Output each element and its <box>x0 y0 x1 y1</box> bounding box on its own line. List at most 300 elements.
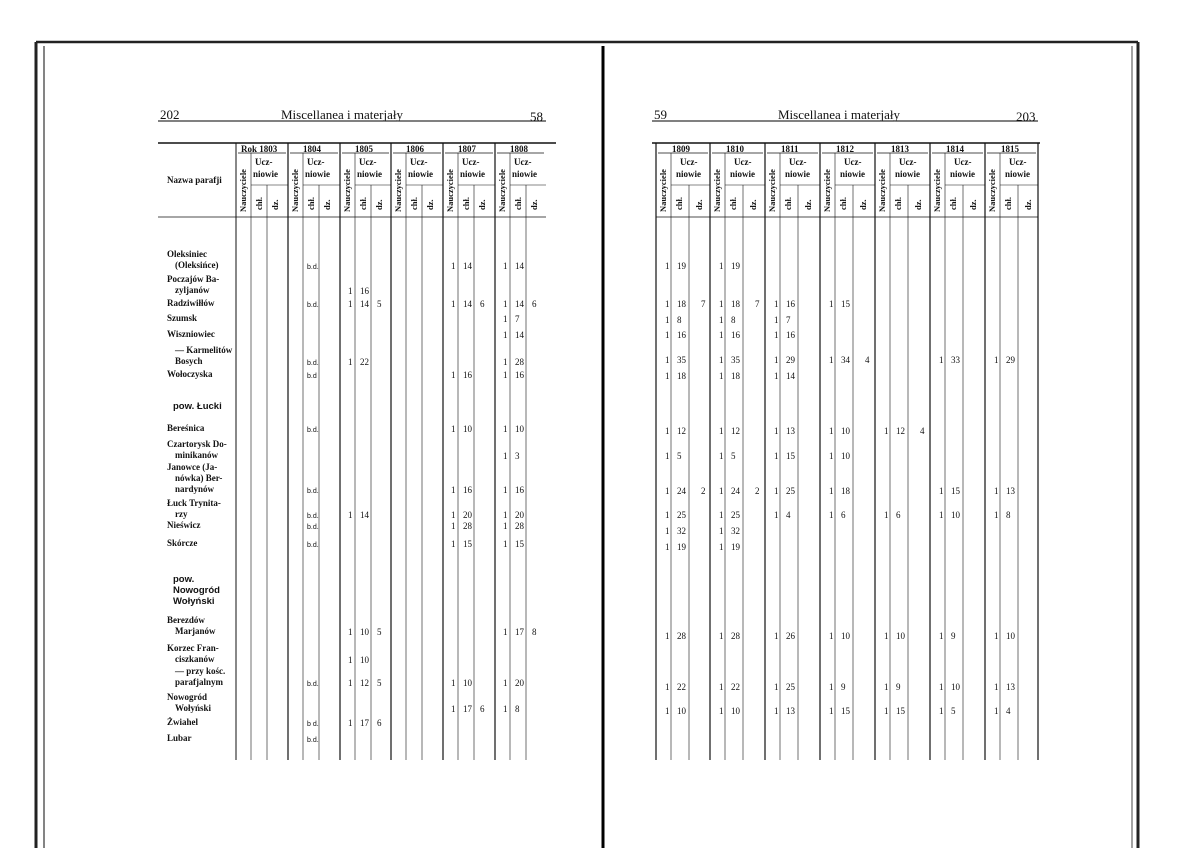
row-name: Żwiahel <box>167 717 199 727</box>
chl-header: chł. <box>893 197 903 210</box>
uczniowie-header: Ucz- <box>462 157 480 167</box>
nauczyciele-header: Nauczyciele <box>658 169 668 212</box>
cell-value: 1 <box>994 510 999 520</box>
cell-value: 8 <box>532 627 537 637</box>
chl-header: chł. <box>409 197 419 210</box>
cell-value: 28 <box>731 631 740 641</box>
cell-value: 28 <box>515 357 524 367</box>
cell-value: 12 <box>360 678 369 688</box>
cell-value: 1 <box>503 539 508 549</box>
year-header: 1813 <box>891 144 909 154</box>
cell-value: 4 <box>865 355 870 365</box>
uczniowie-header: niowie <box>460 169 486 179</box>
cell-value: 1 <box>774 426 779 436</box>
year-header: 1815 <box>1001 144 1019 154</box>
cell-value: 1 <box>451 299 456 309</box>
cell-value: 1 <box>503 314 508 324</box>
cell-value: 15 <box>515 539 524 549</box>
uczniowie-header: Ucz- <box>1009 157 1027 167</box>
cell-value: 4 <box>786 510 791 520</box>
cell-value: 34 <box>841 355 850 365</box>
cell-value: 19 <box>731 261 740 271</box>
row-name: Radziwiłłów <box>167 298 215 308</box>
cell-value: 29 <box>786 355 795 365</box>
uczniowie-header: niowie <box>305 169 331 179</box>
cell-value: 10 <box>1006 631 1015 641</box>
cell-value: 10 <box>360 655 369 665</box>
cell-value: 1 <box>719 682 724 692</box>
no-data-mark: b.d. <box>307 488 319 495</box>
cell-value: 16 <box>677 330 686 340</box>
uczniowie-header: Ucz- <box>789 157 807 167</box>
row-name: Nieświcz <box>167 520 201 530</box>
cell-value: 10 <box>896 631 905 641</box>
page-number-right: 203 <box>1016 109 1036 124</box>
row-name: (Oleksińce) <box>175 260 219 270</box>
page-number-left: 202 <box>160 107 180 122</box>
uczniowie-header: niowie <box>408 169 434 179</box>
year-header: 1814 <box>946 144 964 154</box>
no-data-mark: b.d. <box>307 302 319 309</box>
no-data-mark: b d. <box>307 721 319 728</box>
cell-value: 1 <box>829 451 834 461</box>
cell-value: 16 <box>515 485 524 495</box>
cell-value: 1 <box>348 718 353 728</box>
cell-value: 9 <box>841 682 846 692</box>
cell-value: 4 <box>920 426 925 436</box>
cell-value: 6 <box>532 299 537 309</box>
cell-value: 10 <box>951 682 960 692</box>
cell-value: 1 <box>884 682 889 692</box>
cell-value: 8 <box>677 315 682 325</box>
dz-header: dz. <box>694 199 704 210</box>
row-name: Szumsk <box>167 313 198 323</box>
cell-value: 1 <box>829 486 834 496</box>
row-name: Skórcze <box>167 538 198 548</box>
cell-value: 18 <box>841 486 850 496</box>
cell-value: 1 <box>665 486 670 496</box>
cell-value: 6 <box>480 299 485 309</box>
cell-value: 19 <box>677 261 686 271</box>
nauczyciele-header: Nauczyciele <box>238 169 248 212</box>
cell-value: 1 <box>348 510 353 520</box>
cell-value: 1 <box>451 539 456 549</box>
cell-value: 1 <box>503 370 508 380</box>
cell-value: 2 <box>755 486 760 496</box>
cell-value: 10 <box>841 451 850 461</box>
cell-value: 1 <box>994 682 999 692</box>
cell-value: 15 <box>786 451 795 461</box>
chl-header: chł. <box>674 197 684 210</box>
nauczyciele-header: Nauczyciele <box>497 169 507 212</box>
row-name: Berezdów <box>167 615 205 625</box>
running-title-right: Miscellanea i materjały <box>778 107 901 122</box>
cell-value: 1 <box>665 526 670 536</box>
cell-value: 3 <box>515 451 520 461</box>
cell-value: 1 <box>503 510 508 520</box>
cell-value: 17 <box>463 704 472 714</box>
cell-value: 1 <box>503 357 508 367</box>
uczniowie-header: niowie <box>895 169 921 179</box>
uczniowie-header: Ucz- <box>255 157 273 167</box>
cell-value: 14 <box>463 261 472 271</box>
nauczyciele-header: Nauczyciele <box>987 169 997 212</box>
cell-value: 18 <box>677 371 686 381</box>
cell-value: 22 <box>360 357 369 367</box>
nauczyciele-header: Nauczyciele <box>342 169 352 212</box>
uczniowie-header: Ucz- <box>307 157 325 167</box>
uczniowie-header: Ucz- <box>899 157 917 167</box>
cell-value: 7 <box>786 315 791 325</box>
chl-header: chł. <box>728 197 738 210</box>
cell-value: 14 <box>463 299 472 309</box>
cell-value: 16 <box>360 286 369 296</box>
cell-value: 1 <box>719 355 724 365</box>
uczniowie-header: niowie <box>676 169 702 179</box>
cell-value: 1 <box>665 510 670 520</box>
cell-value: 22 <box>731 682 740 692</box>
folio-right: 59 <box>654 107 667 122</box>
uczniowie-header: Ucz- <box>954 157 972 167</box>
row-name: Bereśnica <box>167 423 205 433</box>
cell-value: 1 <box>503 261 508 271</box>
cell-value: 29 <box>1006 355 1015 365</box>
cell-value: 1 <box>774 330 779 340</box>
cell-value: 1 <box>774 315 779 325</box>
dz-header: dz. <box>477 199 487 210</box>
cell-value: 1 <box>503 299 508 309</box>
cell-value: 6 <box>896 510 901 520</box>
cell-value: 14 <box>360 510 369 520</box>
cell-value: 1 <box>829 355 834 365</box>
cell-value: 1 <box>884 631 889 641</box>
cell-value: 9 <box>896 682 901 692</box>
dz-header: dz. <box>1023 199 1033 210</box>
cell-value: 19 <box>731 542 740 552</box>
row-name: Lubar <box>167 733 192 743</box>
chl-header: chł. <box>838 197 848 210</box>
cell-value: 16 <box>463 485 472 495</box>
cell-value: 10 <box>463 424 472 434</box>
cell-value: 7 <box>701 299 706 309</box>
cell-value: 12 <box>677 426 686 436</box>
cell-value: 13 <box>1006 486 1015 496</box>
year-header: 1810 <box>726 144 744 154</box>
cell-value: 1 <box>719 371 724 381</box>
cell-value: 1 <box>829 631 834 641</box>
chl-header: chł. <box>306 197 316 210</box>
nauczyciele-header: Nauczyciele <box>767 169 777 212</box>
cell-value: 14 <box>515 261 524 271</box>
row-name: Oleksiniec <box>167 249 207 259</box>
row-name: nardynów <box>175 484 215 494</box>
cell-value: 1 <box>348 655 353 665</box>
cell-value: 20 <box>515 510 524 520</box>
chl-header: chł. <box>948 197 958 210</box>
row-name: zyljanów <box>175 285 210 295</box>
row-name: nówka) Ber- <box>175 473 223 483</box>
no-data-mark: b.d. <box>307 737 319 744</box>
section-header: pow. Łucki <box>173 401 222 412</box>
cell-value: 6 <box>841 510 846 520</box>
cell-value: 1 <box>774 451 779 461</box>
cell-value: 26 <box>786 631 795 641</box>
cell-value: 25 <box>731 510 740 520</box>
cell-value: 8 <box>515 704 520 714</box>
cell-value: 1 <box>939 486 944 496</box>
dz-header: dz. <box>322 199 332 210</box>
year-header: 1808 <box>510 144 528 154</box>
nauczyciele-header: Nauczyciele <box>712 169 722 212</box>
year-header: 1805 <box>355 144 373 154</box>
cell-value: 16 <box>515 370 524 380</box>
cell-value: 1 <box>829 706 834 716</box>
cell-value: 1 <box>719 315 724 325</box>
cell-value: 25 <box>786 486 795 496</box>
cell-value: 1 <box>503 485 508 495</box>
cell-value: 8 <box>731 315 736 325</box>
cell-value: 1 <box>503 704 508 714</box>
cell-value: 1 <box>939 682 944 692</box>
uczniowie-header: niowie <box>1005 169 1031 179</box>
dz-header: dz. <box>374 199 384 210</box>
cell-value: 1 <box>719 299 724 309</box>
cell-value: 32 <box>677 526 686 536</box>
cell-value: 1 <box>665 355 670 365</box>
cell-value: 1 <box>719 486 724 496</box>
cell-value: 1 <box>719 426 724 436</box>
cell-value: 1 <box>939 355 944 365</box>
cell-value: 1 <box>719 261 724 271</box>
cell-value: 6 <box>377 718 382 728</box>
cell-value: 28 <box>677 631 686 641</box>
no-data-mark: b.d. <box>307 264 319 271</box>
row-name: Janowce (Ja- <box>167 462 218 472</box>
cell-value: 1 <box>451 424 456 434</box>
cell-value: 13 <box>1006 682 1015 692</box>
year-header: 1811 <box>781 144 799 154</box>
dz-header: dz. <box>803 199 813 210</box>
cell-value: 14 <box>786 371 795 381</box>
row-name: ciszkanów <box>175 654 215 664</box>
chl-header: chł. <box>783 197 793 210</box>
cell-value: 32 <box>731 526 740 536</box>
cell-value: 35 <box>677 355 686 365</box>
cell-value: 24 <box>731 486 740 496</box>
cell-value: 1 <box>719 510 724 520</box>
row-name: Bosych <box>175 356 203 366</box>
cell-value: 1 <box>665 330 670 340</box>
row-name: Wiszniowiec <box>167 329 215 339</box>
chl-header: chł. <box>1003 197 1013 210</box>
cell-value: 1 <box>719 330 724 340</box>
cell-value: 17 <box>360 718 369 728</box>
cell-value: 15 <box>463 539 472 549</box>
cell-value: 5 <box>677 451 682 461</box>
no-data-mark: b.d. <box>307 360 319 367</box>
no-data-mark: b.d. <box>307 524 319 531</box>
cell-value: 28 <box>515 521 524 531</box>
running-title-left: Miscellanea i materjały <box>281 107 404 122</box>
uczniowie-header: Ucz- <box>359 157 377 167</box>
cell-value: 25 <box>786 682 795 692</box>
cell-value: 1 <box>665 706 670 716</box>
cell-value: 16 <box>786 299 795 309</box>
cell-value: 10 <box>677 706 686 716</box>
cell-value: 1 <box>719 631 724 641</box>
cell-value: 1 <box>503 451 508 461</box>
cell-value: 1 <box>829 510 834 520</box>
dz-header: dz. <box>968 199 978 210</box>
cell-value: 1 <box>829 299 834 309</box>
cell-value: 1 <box>939 631 944 641</box>
cell-value: 1 <box>503 330 508 340</box>
row-name: Nowogród <box>167 692 207 702</box>
row-name: rzy <box>175 509 188 519</box>
cell-value: 1 <box>774 486 779 496</box>
dz-header: dz. <box>858 199 868 210</box>
cell-value: 5 <box>731 451 736 461</box>
year-header: 1807 <box>458 144 476 154</box>
cell-value: 15 <box>951 486 960 496</box>
cell-value: 1 <box>884 426 889 436</box>
cell-value: 1 <box>665 315 670 325</box>
cell-value: 16 <box>786 330 795 340</box>
cell-value: 2 <box>701 486 706 496</box>
cell-value: 1 <box>451 261 456 271</box>
section-header: Wołyński <box>173 596 215 607</box>
nauczyciele-header: Nauczyciele <box>290 169 300 212</box>
nauczyciele-header: Nauczyciele <box>445 169 455 212</box>
row-name: Marjanów <box>175 626 216 636</box>
cell-value: 8 <box>1006 510 1011 520</box>
cell-value: 1 <box>348 286 353 296</box>
cell-value: 10 <box>841 631 850 641</box>
cell-value: 14 <box>360 299 369 309</box>
cell-value: 7 <box>515 314 520 324</box>
chl-header: chł. <box>358 197 368 210</box>
cell-value: 1 <box>503 678 508 688</box>
nauczyciele-header: Nauczyciele <box>932 169 942 212</box>
cell-value: 12 <box>731 426 740 436</box>
cell-value: 1 <box>665 261 670 271</box>
cell-value: 1 <box>829 682 834 692</box>
year-header: 1806 <box>406 144 424 154</box>
cell-value: 1 <box>994 706 999 716</box>
cell-value: 18 <box>677 299 686 309</box>
row-name: Czartorysk Do- <box>167 439 227 449</box>
uczniowie-header: niowie <box>357 169 383 179</box>
section-header: pow. <box>173 574 195 585</box>
cell-value: 1 <box>665 371 670 381</box>
cell-value: 16 <box>463 370 472 380</box>
column-header-name: Nazwa parafji <box>167 175 222 185</box>
cell-value: 1 <box>665 299 670 309</box>
cell-value: 1 <box>451 485 456 495</box>
no-data-mark: b.d <box>307 373 317 380</box>
cell-value: 1 <box>774 631 779 641</box>
cell-value: 5 <box>377 299 382 309</box>
cell-value: 19 <box>677 542 686 552</box>
cell-value: 1 <box>774 706 779 716</box>
dz-header: dz. <box>270 199 280 210</box>
cell-value: 17 <box>515 627 524 637</box>
cell-value: 10 <box>951 510 960 520</box>
cell-value: 10 <box>463 678 472 688</box>
cell-value: 1 <box>774 371 779 381</box>
row-name: — Karmelitów <box>175 345 233 355</box>
cell-value: 1 <box>994 631 999 641</box>
cell-value: 5 <box>377 678 382 688</box>
chl-header: chł. <box>461 197 471 210</box>
row-name: parafjalnym <box>175 677 223 687</box>
cell-value: 1 <box>451 678 456 688</box>
cell-value: 1 <box>665 682 670 692</box>
uczniowie-header: Ucz- <box>410 157 428 167</box>
cell-value: 1 <box>348 627 353 637</box>
cell-value: 10 <box>360 627 369 637</box>
cell-value: 1 <box>451 370 456 380</box>
cell-value: 20 <box>515 678 524 688</box>
cell-value: 1 <box>939 510 944 520</box>
uczniowie-header: niowie <box>785 169 811 179</box>
cell-value: 1 <box>665 451 670 461</box>
row-name: Poczajów Ba- <box>167 274 220 284</box>
row-name: Wołyński <box>175 703 212 713</box>
cell-value: 1 <box>348 299 353 309</box>
chl-header: chł. <box>513 197 523 210</box>
chl-header: chł. <box>254 197 264 210</box>
cell-value: 4 <box>1006 706 1011 716</box>
cell-value: 1 <box>774 682 779 692</box>
cell-value: 14 <box>515 330 524 340</box>
uczniowie-header: Ucz- <box>844 157 862 167</box>
cell-value: 14 <box>515 299 524 309</box>
year-header: Rok 1803 <box>241 144 278 154</box>
cell-value: 13 <box>786 426 795 436</box>
cell-value: 1 <box>665 631 670 641</box>
cell-value: 1 <box>665 426 670 436</box>
cell-value: 1 <box>829 426 834 436</box>
dz-header: dz. <box>425 199 435 210</box>
row-name: minikanów <box>175 450 219 460</box>
folio-left: 58 <box>530 109 543 124</box>
cell-value: 10 <box>515 424 524 434</box>
cell-value: 1 <box>665 542 670 552</box>
cell-value: 1 <box>451 704 456 714</box>
cell-value: 1 <box>774 355 779 365</box>
cell-value: 1 <box>884 706 889 716</box>
cell-value: 1 <box>774 299 779 309</box>
cell-value: 22 <box>677 682 686 692</box>
cell-value: 1 <box>884 510 889 520</box>
cell-value: 1 <box>719 542 724 552</box>
cell-value: 1 <box>348 357 353 367</box>
uczniowie-header: niowie <box>730 169 756 179</box>
cell-value: 5 <box>951 706 956 716</box>
cell-value: 35 <box>731 355 740 365</box>
cell-value: 18 <box>731 299 740 309</box>
uczniowie-header: Ucz- <box>734 157 752 167</box>
cell-value: 1 <box>994 355 999 365</box>
cell-value: 1 <box>503 627 508 637</box>
uczniowie-header: Ucz- <box>514 157 532 167</box>
cell-value: 33 <box>951 355 960 365</box>
cell-value: 15 <box>896 706 905 716</box>
cell-value: 10 <box>731 706 740 716</box>
year-header: 1812 <box>836 144 854 154</box>
cell-value: 16 <box>731 330 740 340</box>
